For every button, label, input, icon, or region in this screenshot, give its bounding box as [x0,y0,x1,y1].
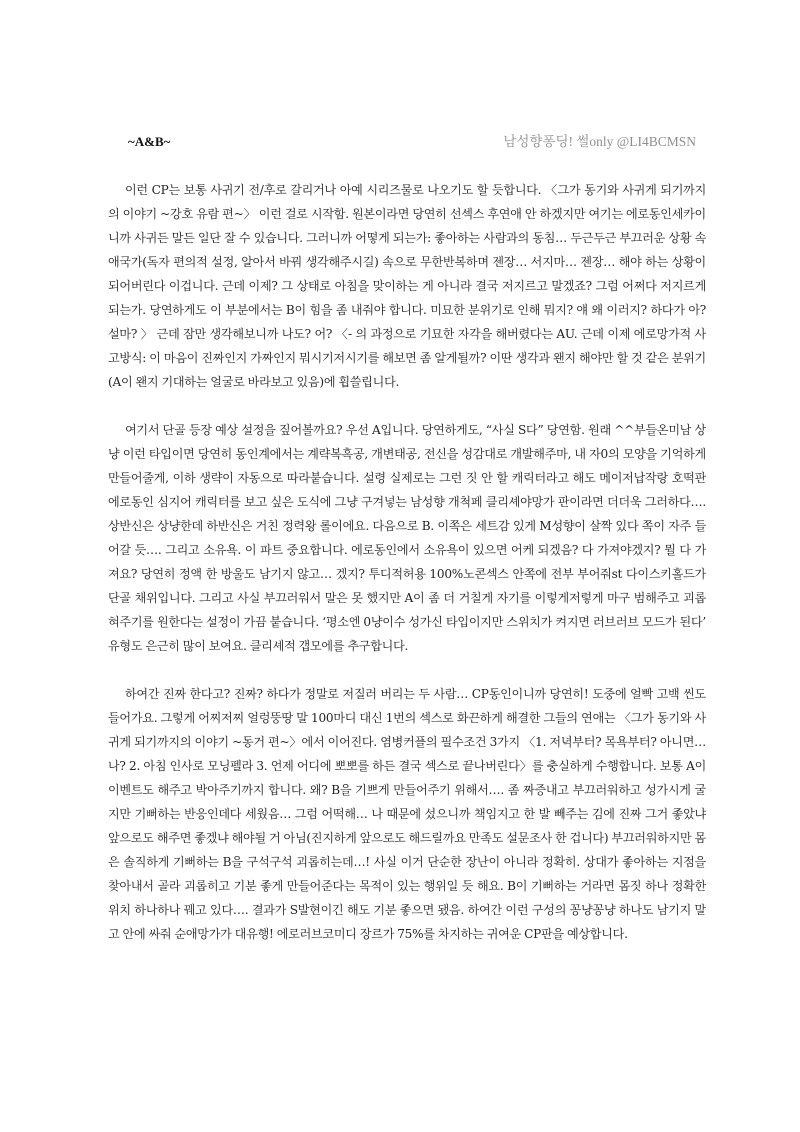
page-header [128,130,696,152]
header-author-handle: 남성향퐁딩! 썰only @LI4BCMSN [503,134,696,149]
paragraph-3: 하여간 진짜 한다고? 진짜? 하다가 정말로 저질러 버리는 두 사람… CP동인이니까 당연히! 도중에 얼빡 고백 씬도 들어가요. 그렇게 어찌저찌 얼렁뚱땅 말 100마디 대신 1번의 섹스로 화끈하게 해결한 그들의 연애는 〈그가 동기와 사귀게 되기까지의 이야기 ~동거 편~〉에서 이어진다. 염병커플의 필수조건 3가지 〈1. 저녁부터? 목욕부터? 아니면… 나? 2. 아침 인사로 모닝펠라 3. 언제 어디에 뽀뽀를 하든 결국 섹스로 끝나버린다〉를 충실하게 수행합니다. 보통 A이 이벤트도 해주고 박아주기까지 합니다. 왜? B을 기쁘게 만들어주기 위해서…. 좀 짜증내고 부끄러워하고 성가시게 굴지만 기뻐하는 반응인데다 세웠음… 그럼 어떡해… 나 때문에 섰으니까 책임지고 한 발 빼주는 김에 진짜 그거 좋았냐 앞으로도 해주면 좋겠냐 해야될 거 아님(진지하게 앞으로도 해드릴까요 만족도 설문조사 한 겁니다) 부끄러워하지만 몸은 솔직하게 기뻐하는 B을 구석구석 괴롭히는데…! 사실 이거 단순한 장난이 아니라 정확히. 상대가 좋아하는 지점을 찾아내서 골라 괴롭히고 기분 좋게 만들어준다는 목적이 있는 행위일 듯 해요. B이 기뻐하는 거라면 몸짓 하나 정확한 위치 하나하나 꿰고 있다…. 결과가 S발현이긴 해도 기분 좋으면 됐음. 하여간 이런 구성의 꽁냥꽁냥 하나도 남기지 말고 안에 싸줘 순애망가가 대유행! 에로러브코미디 장르가 75%를 차지하는 귀여운 CP판을 예상합니다. [108,687,706,941]
document-body [108,178,706,970]
paragraph-1: 이런 CP는 보통 사귀기 전/후로 갈리거나 아예 시리즈물로 나오기도 할 듯합니다. 〈그가 동기와 사귀게 되기까지의 이야기 ~강호 유람 편~〉 이런 걸로 시작함. 원본이라면 당연히 선섹스 후연애 안 하겠지만 여기는 에로동인세카이니까 사귀든 말든 일단 잘 수 있습니다. 그러니까 어떻게 되는가: 좋아하는 사람과의 동침… 두근두근 부끄러운 상황 속 애국가(독자 편의적 설정, 알아서 바꿔 생각해주시길) 속으로 무한반복하며 젠장… 서지마… 젠장… 해야 하는 상황이 되어버린다 이겁니다. 근데 이제? 그 상태로 아침을 맞이하는 게 아니라 결국 저지르고 말겠죠? 그럼 어쩌다 저지르게 되는가. 당연하게도 이 부분에서는 B이 힘을 좀 내줘야 합니다. 미묘한 분위기로 인해 뭐지? 얘 왜 이러지? 하다가 아? 설마? 〉 근데 잠만 생각해보니까 나도? 어? 〈- 의 과정으로 기묘한 자각을 해버렸다는 AU. 근데 이제 에로망가적 사고방식: 이 마음이 진짜인지 가짜인지 뭐시기저시기를 해보면 좀 알게될까? 이딴 생각과 왠지 해야만 할 것 같은 분위기(A이 왠지 기대하는 얼굴로 바라보고 있음)에 휩쓸립니다. [108,183,706,389]
header-title: ~A&B~ [128,134,171,149]
paragraph-2: 여기서 단골 등장 예상 설정을 짚어볼까요? 우선 A입니다. 당연하게도, “사실 S다” 당연함. 원래 ^^부들온미남 상냥 이런 타입이면 당연히 동인계에서는 계략복흑공, 개변태공, 전신을 성감대로 개발해주마, 내 자0의 모양을 기억하게 만들어줄게, 이하 생략이 자동으로 따라붙습니다. 설령 실제로는 그런 짓 안 할 캐릭터라고 해도 메이저납작랑 호떡판 에로동인 심지어 캐릭터를 보고 싶은 도식에 그냥 구겨넣는 남성향 개척페 클리셰야망가 판이라면 더더욱 그러하다…. 상반신은 상냥한데 하반신은 거친 정력왕 롤이에요. 다음으로 B. 이쪽은 세트감 있게 M성향이 살짝 있다 쪽이 자주 들어갈 듯…. 그리고 소유욕. 이 파트 중요합니다. 에로동인에서 소유욕이 있으면 어케 되겠음? 다 가져야겠지? 뭘 다 가져요? 당연히 정액 한 방울도 남기지 않고… 겠지? 투디적허용 100%노콘섹스 안쪽에 전부 부어줘st 다이스키홀드가 단골 채위입니다. 그리고 사실 부끄러워서 말은 못 했지만 A이 좀 더 거칠게 자기를 이렇게저렇게 마구 범해주고 괴롭혀주기를 원한다는 설정이 가끔 붙습니다. ‘평소엔 0냥이수 성가신 타입이지만 스위치가 켜지면 러브러브 모드가 된다’ 유형도 은근히 많이 보여요. 클리셰적 갭모에를 추구합니다. [108,423,706,653]
